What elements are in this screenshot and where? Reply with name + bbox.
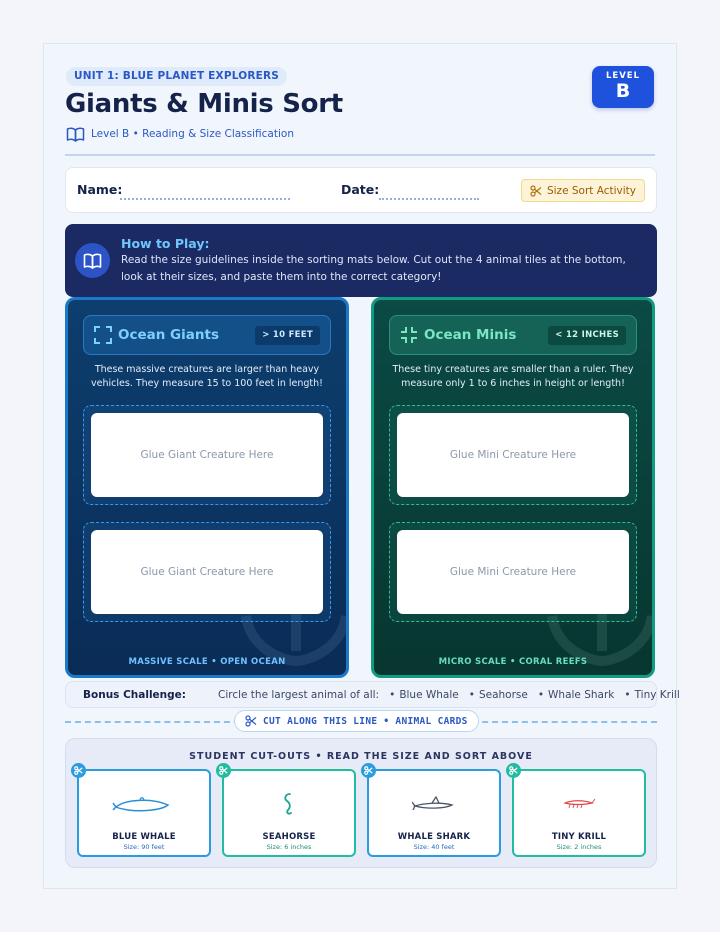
cut-line-label bbox=[234, 710, 479, 732]
activity-label: Size Sort Activity bbox=[546, 184, 636, 197]
cutouts-title: STUDENT CUT-OUTS • READ THE SIZE AND SORT ABOVE bbox=[189, 751, 533, 762]
ocean-minis-header bbox=[389, 315, 637, 355]
name-label: Name: bbox=[77, 182, 123, 197]
bonus-option-whale-shark[interactable]: • Whale Shark bbox=[538, 689, 615, 701]
mini-glue-slot-1[interactable] bbox=[389, 405, 637, 505]
ocean-minis-title: Ocean Minis bbox=[424, 327, 517, 343]
bonus-prompt: Circle the largest animal of all: bbox=[217, 688, 380, 701]
subtitle bbox=[66, 125, 294, 143]
tile-name: SEAHORSE bbox=[262, 832, 316, 842]
level-value: B bbox=[615, 80, 631, 102]
header-divider bbox=[65, 154, 655, 156]
scissors-icon bbox=[71, 763, 86, 778]
bonus-option-seahorse[interactable]: • Seahorse bbox=[469, 689, 528, 701]
giant-glue-slot-2[interactable] bbox=[83, 522, 331, 622]
ocean-giants-description: These massive creatures are larger than heavy vehicles. They measure 15 to 100 feet in length! bbox=[91, 364, 323, 389]
seahorse-icon bbox=[224, 789, 354, 819]
ocean-giants-header bbox=[83, 315, 331, 355]
cut-line-text: CUT ALONG THIS LINE • ANIMAL CARDS bbox=[263, 715, 468, 727]
student-cutouts-panel bbox=[65, 738, 657, 868]
scissors-icon bbox=[506, 763, 521, 778]
tile-name: TINY KRILL bbox=[551, 832, 607, 842]
bonus-option-blue-whale[interactable]: • Blue Whale bbox=[389, 689, 459, 701]
subtitle-text: Level B • Reading & Size Classification bbox=[91, 128, 294, 140]
blue-whale-icon bbox=[79, 789, 209, 819]
how-to-text: Read the size guidelines inside the sorting mats below. Cut out the 4 animal tiles at the bottom, look at their sizes, and paste them into the correct category! bbox=[121, 254, 626, 283]
scissors-icon bbox=[361, 763, 376, 778]
worksheet bbox=[43, 43, 680, 889]
how-to-icon-badge bbox=[75, 243, 110, 278]
date-field[interactable] bbox=[379, 198, 479, 200]
ocean-giants-mat bbox=[65, 297, 349, 678]
scissors-icon bbox=[216, 763, 231, 778]
date-label: Date: bbox=[341, 182, 380, 197]
ocean-minis-mat bbox=[371, 297, 655, 678]
giant-glue-slot-label: Glue Giant Creature Here bbox=[91, 530, 323, 614]
student-info-box bbox=[65, 167, 657, 213]
ocean-giants-size-tag: > 10 FEET bbox=[255, 326, 320, 345]
book-icon bbox=[83, 253, 102, 269]
ocean-giants-footer: MASSIVE SCALE • OPEN OCEAN bbox=[128, 657, 286, 667]
tile-name: WHALE SHARK bbox=[397, 832, 471, 842]
ocean-minis-footer: MICRO SCALE • CORAL REEFS bbox=[438, 657, 588, 667]
mini-glue-slot-label: Glue Mini Creature Here bbox=[397, 413, 629, 497]
tile-name: BLUE WHALE bbox=[112, 832, 176, 842]
how-to-title: How to Play: bbox=[121, 236, 210, 251]
ocean-minis-description: These tiny creatures are smaller than a ruler. They measure only 1 to 6 inches in height or length! bbox=[392, 364, 634, 389]
scissors-icon bbox=[530, 185, 542, 197]
level-label: LEVEL bbox=[605, 71, 641, 81]
giant-glue-slot-1[interactable] bbox=[83, 405, 331, 505]
bonus-title: Bonus Challenge: bbox=[83, 688, 186, 701]
animal-tile-whale-shark[interactable] bbox=[367, 769, 501, 857]
whale-shark-icon bbox=[369, 789, 499, 819]
unit-label: UNIT 1: BLUE PLANET EXPLORERS bbox=[66, 67, 287, 86]
animal-tile-tiny-krill[interactable] bbox=[512, 769, 646, 857]
krill-icon bbox=[514, 789, 644, 819]
tile-size: Size: 90 feet bbox=[123, 843, 165, 851]
page-title: Giants & Minis Sort bbox=[65, 89, 343, 119]
giant-glue-slot-label: Glue Giant Creature Here bbox=[91, 413, 323, 497]
mini-glue-slot-2[interactable] bbox=[389, 522, 637, 622]
shrink-icon bbox=[400, 326, 418, 344]
animal-tile-blue-whale[interactable] bbox=[77, 769, 211, 857]
ocean-giants-title: Ocean Giants bbox=[118, 327, 219, 343]
tile-size: Size: 40 feet bbox=[413, 843, 455, 851]
level-badge bbox=[592, 66, 654, 108]
bonus-option-tiny-krill[interactable]: • Tiny Krill bbox=[624, 689, 679, 701]
activity-badge bbox=[521, 179, 645, 202]
open-book-icon bbox=[66, 127, 85, 142]
tile-size: Size: 6 inches bbox=[266, 843, 312, 851]
how-to-panel bbox=[65, 224, 657, 297]
tile-size: Size: 2 inches bbox=[556, 843, 602, 851]
name-field[interactable] bbox=[120, 198, 290, 200]
mini-glue-slot-label: Glue Mini Creature Here bbox=[397, 530, 629, 614]
expand-icon bbox=[94, 326, 112, 344]
ocean-minis-size-tag: < 12 INCHES bbox=[548, 326, 626, 345]
animal-tile-seahorse[interactable] bbox=[222, 769, 356, 857]
bonus-challenge-bar bbox=[65, 681, 680, 708]
scissors-icon bbox=[245, 715, 257, 727]
